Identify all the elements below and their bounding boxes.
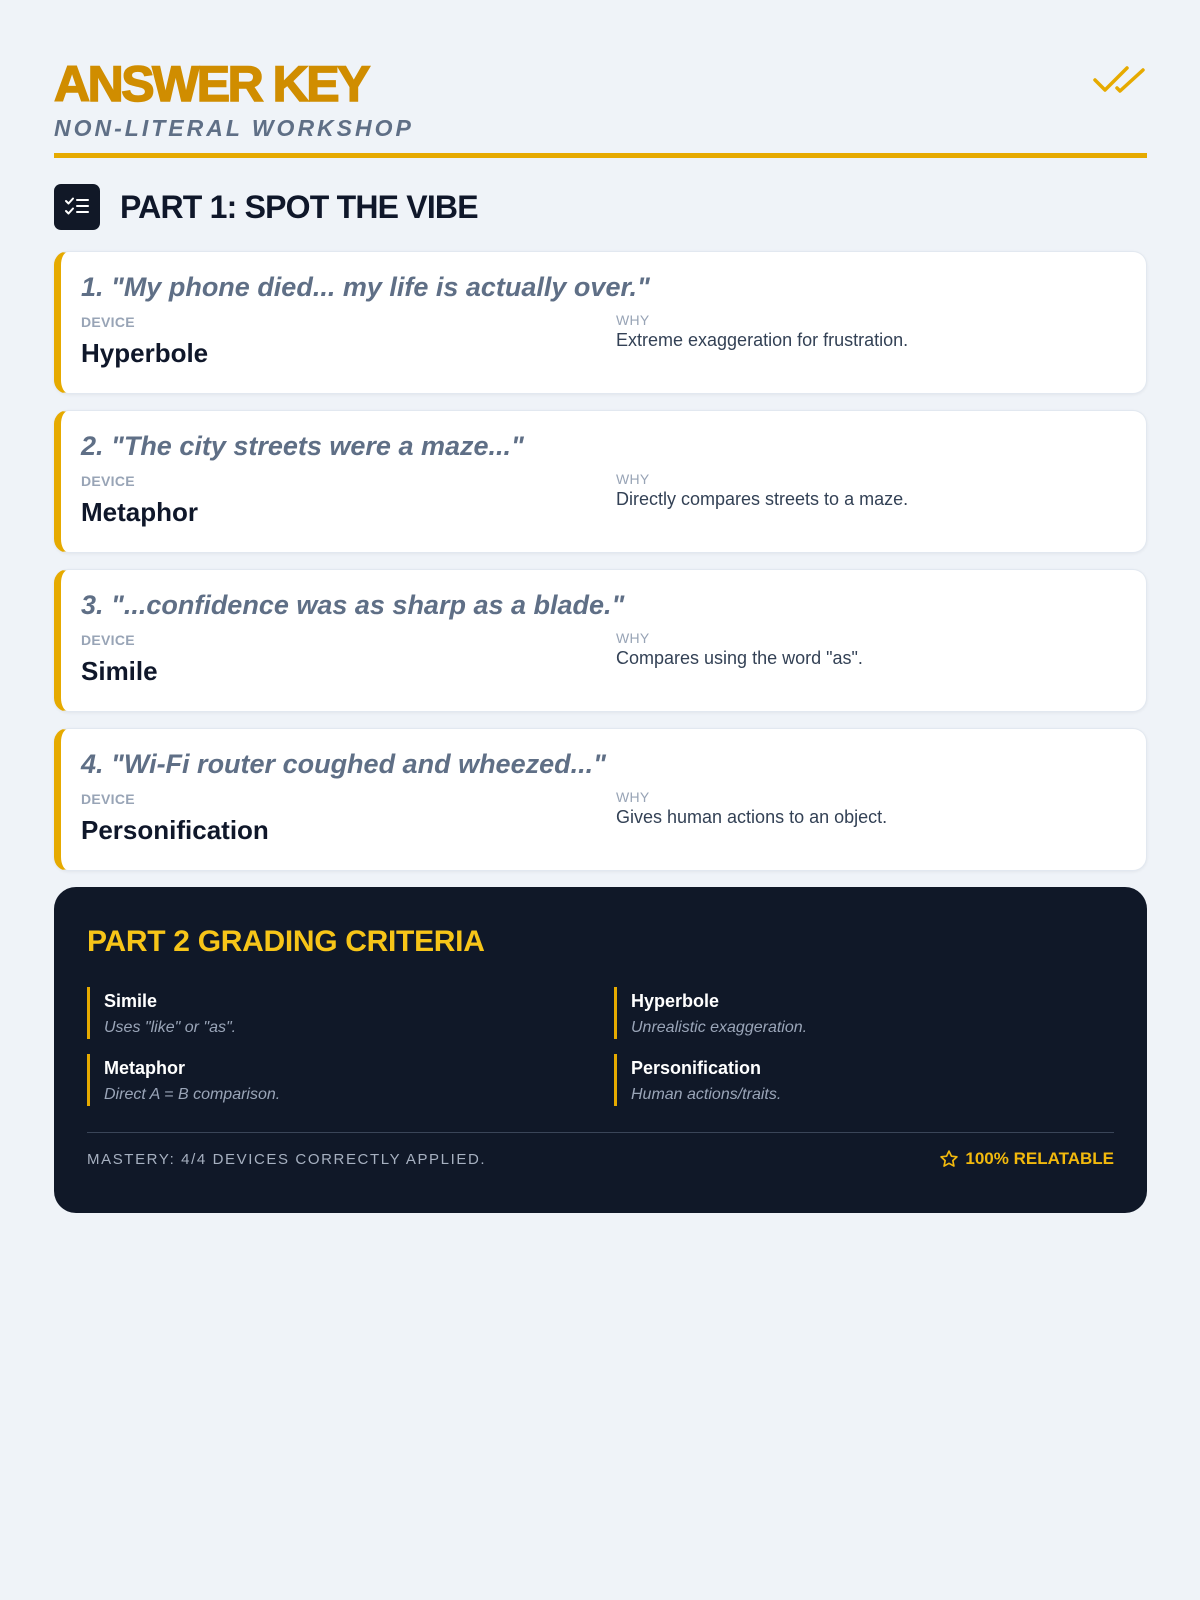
page-subtitle: NON-LITERAL WORKSHOP [54,115,414,141]
answer-key-page [54,56,1147,1213]
device-label: DEVICE [81,473,135,489]
mastery-text: MASTERY: 4/4 DEVICES CORRECTLY APPLIED. [87,1151,487,1168]
answer-card [54,410,1147,553]
divider [87,1132,1114,1133]
criterion-desc: Human actions/traits. [631,1086,782,1103]
section-title: PART 1: SPOT THE VIBE [120,188,478,225]
checklist-icon [54,184,100,230]
header [54,56,1147,158]
why-value: Compares using the word "as". [616,648,863,668]
device-label: DEVICE [81,791,135,807]
criterion-name: Simile [104,991,158,1011]
quote: 2. "The city streets were a maze..." [81,431,524,461]
panel-title: PART 2 GRADING CRITERIA [87,925,485,958]
relatable-badge [939,1149,1114,1169]
device-value: Metaphor [81,497,198,527]
criterion-personification [614,1054,1074,1106]
quote: 3. "...confidence was as sharp as a blade." [81,590,625,620]
why-label: WHY [616,789,650,805]
answer-cards [54,251,1147,871]
star-icon [939,1149,959,1169]
criterion-name: Metaphor [104,1058,185,1078]
criterion-name: Hyperbole [631,991,720,1011]
double-check-icon [1093,62,1145,98]
device-value: Personification [81,815,269,845]
why-value: Directly compares streets to a maze. [616,489,909,509]
answer-card [54,569,1147,712]
badge-label: 100% RELATABLE [965,1149,1114,1168]
why-value: Extreme exaggeration for frustration. [616,330,909,350]
device-value: Simile [81,656,158,686]
criterion-desc: Direct A = B comparison. [104,1086,281,1103]
criterion-desc: Uses "like" or "as". [104,1019,237,1036]
device-label: DEVICE [81,314,135,330]
why-label: WHY [616,630,650,646]
why-label: WHY [616,312,650,328]
criterion-desc: Unrealistic exaggeration. [631,1019,808,1036]
device-value: Hyperbole [81,338,209,368]
why-value: Gives human actions to an object. [616,807,888,827]
criterion-simile [87,987,547,1039]
criterion-name: Personification [631,1058,762,1078]
device-label: DEVICE [81,632,135,648]
quote: 1. "My phone died... my life is actually over." [81,272,650,302]
page-title: ANSWER KEY [54,56,368,112]
answer-card [54,251,1147,394]
part1-heading [54,183,1147,231]
quote: 4. "Wi-Fi router coughed and wheezed..." [81,749,606,779]
criterion-hyperbole [614,987,1074,1039]
criterion-metaphor [87,1054,547,1106]
grading-criteria-panel [54,887,1147,1213]
answer-card [54,728,1147,871]
why-label: WHY [616,471,650,487]
